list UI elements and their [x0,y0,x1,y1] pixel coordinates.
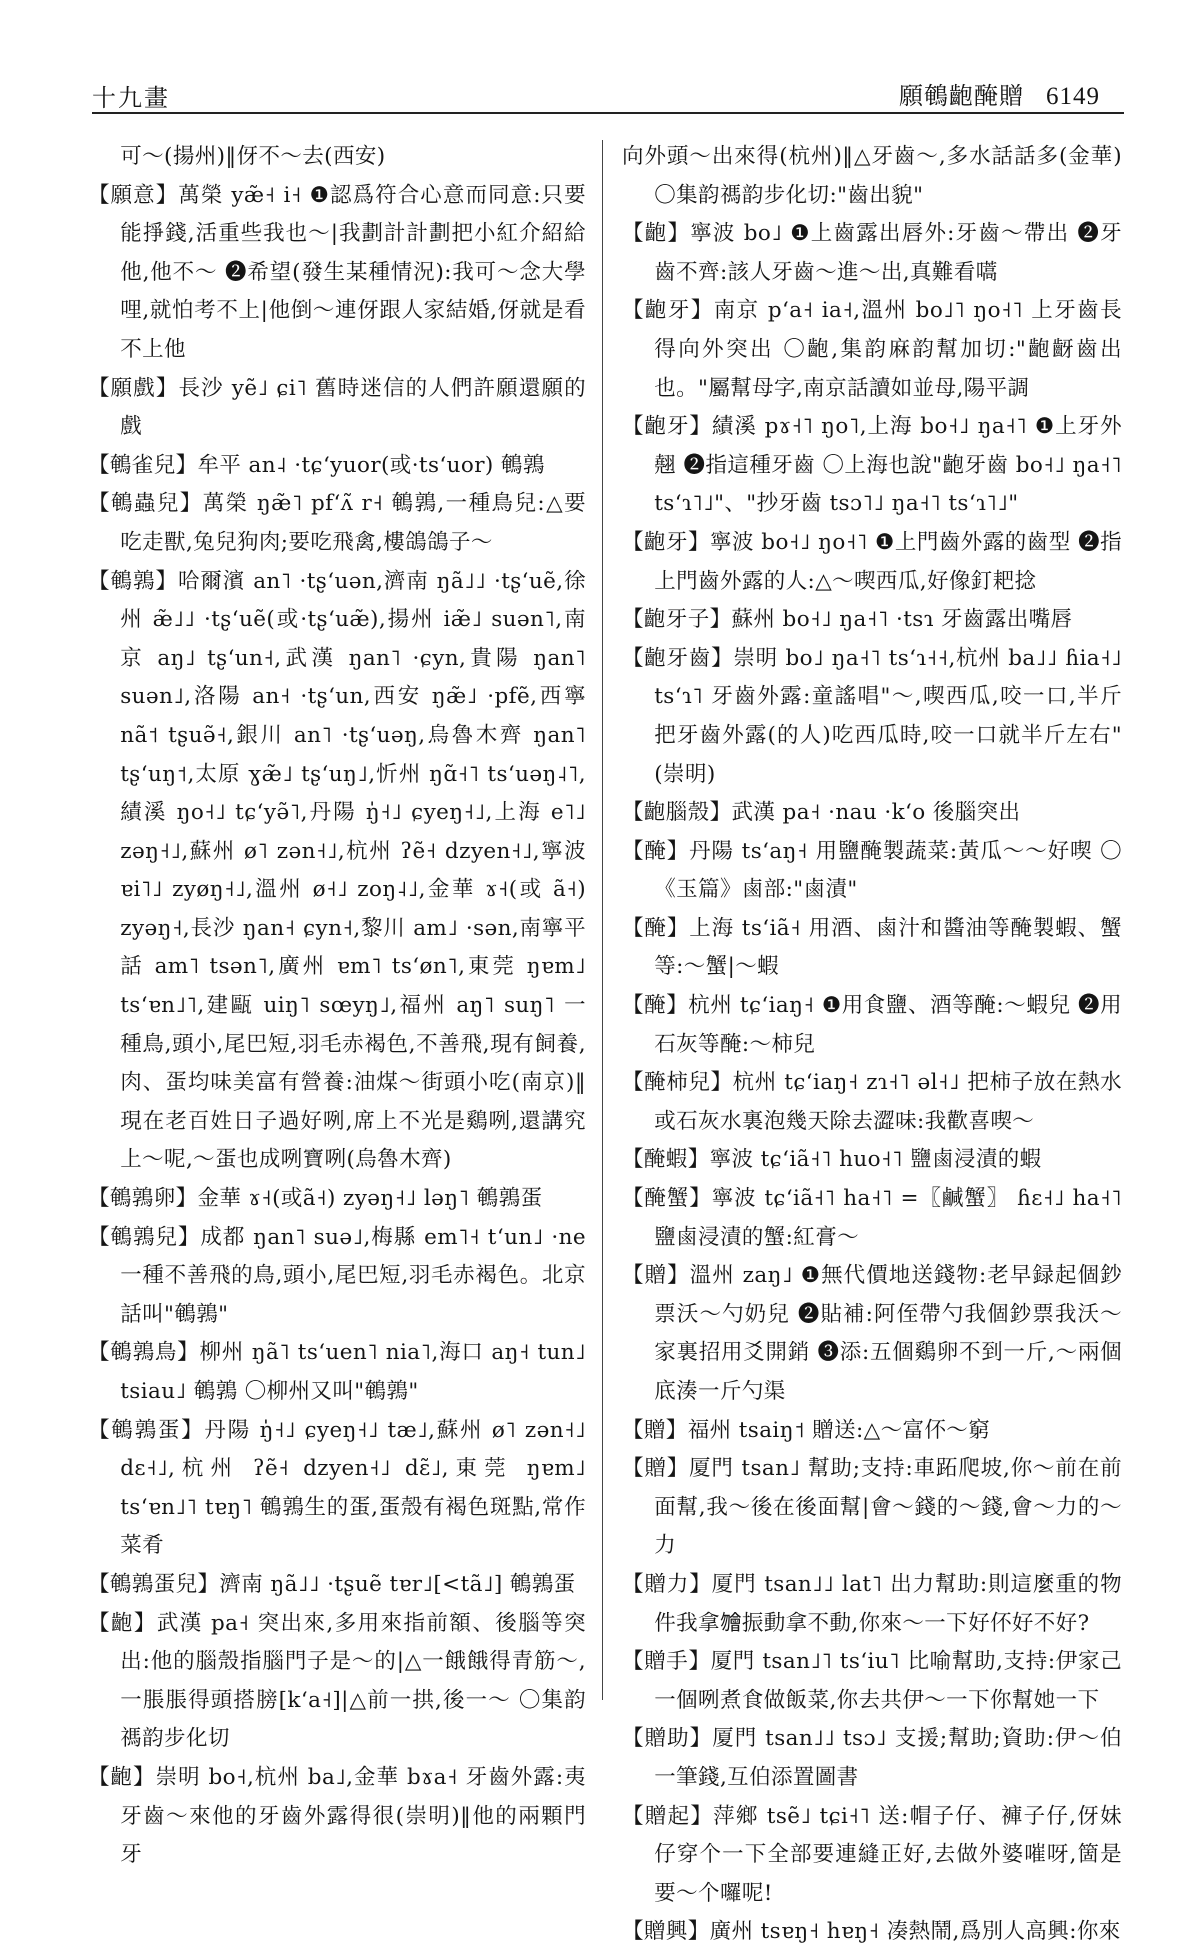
dictionary-entry: 【醃】杭州 tɕʻiaŋ˧ ❶用食鹽、酒等醃:～蝦兒 ❷用石灰等醃:～柿兒 [622,993,1122,1057]
dictionary-entry: 【齙牙齒】崇明 bo˩ ŋa˧˥ tsʻɿ˧˧,杭州 ba˩˩ ɦia˧˩ tsʻɿ˥ 牙齒外露:童謠唱"～,喫西瓜,咬一口,半斤把牙齒外露(的人)吃西瓜時,咬一口就半斤左右"(崇明) [622,645,1122,787]
dictionary-entry: 【贈起】萍鄉 tsẽ˩ tɕi˧˥ 送:帽子仔、褲子仔,伢妹仔穿个一下全部要連縫正好,去做外婆嗺呀,箇是要～个囉呢! [622,1803,1122,1906]
dictionary-entry: 【醃柿兒】杭州 tɕʻiaŋ˧ zɿ˧˥ əl˧˩ 把柿子放在熱水或石灰水裏泡幾天除去澀味:我歡喜喫～ [622,1070,1122,1134]
dictionary-entry: 【鵪鶉兒】成都 ŋan˥ suə˩,梅縣 em˥˧ tʻun˩ ·ne 一種不善飛的鳥,頭小,尾巴短,羽毛赤褐色。北京話叫"鵪鶉" [88,1224,586,1327]
dictionary-entry: 【醃】丹陽 tsʻaŋ˧ 用鹽醃製蔬菜:黃瓜～～好喫 〇《玉篇》鹵部:"鹵漬" [622,838,1122,903]
page-number: 6149 [1046,83,1100,110]
dictionary-entry: 【醃蟹】寧波 tɕʻiã˧˥ ha˧˥ =〖鹹蟹〗 ɦɛ˧˩ ha˧˥ 鹽鹵浸漬的蟹:紅膏～ [622,1186,1122,1250]
dictionary-entry: 【鵪蟲兒】萬榮 ŋæ̃˥ pfʻʌ̃ r˧ 鵪鶉,一種鳥兒:△要吃走獸,兔兒狗肉;要吃飛禽,樓鴿鴿子～ [88,491,586,555]
right-column [622,138,1122,1952]
dictionary-entry: 【齙牙子】蘇州 bo˧˩ ŋa˧˥ ·tsɿ 牙齒露出嘴唇 [622,607,1073,633]
dictionary-entry: 【贈】厦門 tsan˩ 幫助;支持:車跖爬坡,你～前在前面幫,我～後在後面幫|會～錢的～錢,會～力的～力 [622,1456,1122,1559]
dictionary-entry: 【贈】福州 tsaiŋ˦ 贈送:△～富伓～窮 [622,1417,991,1443]
dictionary-entry: 可～(揚州)‖伢不～去(西安) [120,144,386,169]
dictionary-entry: 【贈助】厦門 tsan˩˩ tsɔ˩ 支援;幫助;資助:伊～伯一筆錢,互伯添置圖書 [622,1726,1122,1790]
dictionary-entry: 【贈興】廣州 tsɐŋ˧ hɐŋ˧ 凑熱鬧,爲別人高興:你來 [622,1919,1121,1945]
dictionary-entry: 【鵪鶉】哈爾濱 an˥ ·tʂʻuən,濟南 ŋã˩˩ ·tʂʻuẽ,徐州 æ̃˩˩ ·tʂʻuẽ(或·tʂʻuæ̃),揚州 iæ̃˩ suən˥,南京 aŋ˩ tʂʻun˧,武漢 ŋan˥ ·ɕyn,貴陽 ŋan˥ suən˩,洛陽 an˧ ·tʂʻun,西安 ŋæ̃˩ ·pfẽ,西寧 nã˦ tʂuə̃˧,銀川 an˥ ·tʂʻuəŋ,烏魯木齊 ŋan˥ tʂʻuŋ˦,太原 ɣæ̃˩ tʂʻuŋ˩,忻州 ŋɑ̃˧˥ tsʻuəŋ˨˥,績溪 ŋo˧˩ tɕʻyə̃˥,丹陽 ŋ̍˧˩ ɕyeŋ˧˩,上海 e˥˩ zəŋ˧˩,蘇州 ø˥ zən˧˩,杭州 ʔẽ˧ dzyen˧˩,寧波 ɐi˥˩ zyøŋ˧˩,溫州 ø˧˩ zoŋ˨˩,金華 ɤ˧(或 ã˧) zyəŋ˧,長沙 ŋan˧ ɕyn˧,黎川 am˩ ·sən,南寧平話 am˥ tsən˥,廣州 ɐm˥ tsʻøn˥,東莞 ŋɐm˩ tsʻɐn˩˥,建甌 uiŋ˥ sœyŋ˩,福州 aŋ˥ suŋ˥ 一種鳥,頭小,尾巴短,羽毛赤褐色,不善飛,現有飼養,肉、蛋均味美富有營養:油煤～街頭小吃(南京)‖現在老百姓日子過好咧,席上不光是鷄咧,還講究上～呢,～蛋也成咧寶咧(烏魯木齊) [88,568,586,1173]
dictionary-entry: 【贈手】厦門 tsan˩˥ tsʻiu˥ 比喻幫助,支持:伊家己一個咧煮食做飯菜,你去共伊～一下你幫她一下 [622,1649,1122,1713]
dictionary-entry: 【醃蝦】寧波 tɕʻiã˧˥ huo˧˥ 鹽鹵浸漬的蝦 [622,1147,1042,1173]
header-rule [92,112,1124,114]
dictionary-entry: 【願戲】長沙 yẽ˩ ɕi˥ 舊時迷信的人們許願還願的戲 [88,375,586,440]
dictionary-entry: 【齙】崇明 bo˧,杭州 ba˩,金華 bɤa˧ 牙齒外露:夷牙齒～來他的牙齒外露得很(崇明)‖他的兩顆門牙 [88,1764,586,1868]
dictionary-entry: 【贈力】厦門 tsan˩˩ lat˥ 出力幫助:則這麼重的物件我拿𣍐振動拿不動,你來～一下好伓好不好? [622,1571,1122,1636]
headword-range: 願鵪齙醃贈 [899,82,1024,110]
dictionary-entry: 【齙】寧波 bo˩ ❶上齒露出唇外:牙齒～帶出 ❷牙齒不齊:該人牙齒～進～出,真難看嚆 [622,221,1122,285]
section-title: 十九畫 [92,84,170,112]
dictionary-entry: 【齙牙】寧波 bo˧˩ ŋo˧˥ ❶上門齒外露的齒型 ❷指上門齒外露的人:△～喫西瓜,好像釘耙捻 [622,529,1122,594]
dictionary-entry: 【鵪鶉鳥】柳州 ŋã˥ tsʻuen˥ nia˥,海口 aŋ˧ tun˩ tsiau˩ 鵪鶉 〇柳州又叫"鵪鶉" [88,1340,586,1404]
column-divider [602,140,603,1700]
dictionary-entry: 【齙】武漢 pa˧ 突出來,多用來指前額、後腦等突出:他的腦殼指腦門子是～的|△一餓餓得青筋～,一脹脹得頭搭膀[kʻa˧]|△前一拱,後一～ 〇集韵禡韵步化切 [88,1610,586,1752]
dictionary-entry: 【齙牙】績溪 pɤ˧˥ ŋo˥,上海 bo˧˩ ŋa˧˥ ❶上牙外翹 ❷指這種牙齒 〇上海也說"齙牙齒 bo˧˩ ŋa˧˥ tsʻɿ˥˩"、"抄牙齒 tsɔ˥˩ ŋa˧˥ tsʻɿ˥˩" [622,414,1122,517]
dictionary-entry: 【鵪鶉卵】金華 ɤ˧(或ã˧) zyəŋ˧˩ ləŋ˥ 鵪鶉蛋 [88,1186,543,1212]
dictionary-entry: 【鵪鶉蛋兒】濟南 ŋã˩˩ ·tʂuẽ tɐr˩[<tã˩] 鵪鶉蛋 [88,1571,576,1597]
left-column [88,138,586,1875]
running-head [899,76,1100,111]
dictionary-entry: 向外頭～出來得(杭州)‖△牙齒～,多水話話多(金華) 〇集韵禡韵步化切:"齒出貌" [622,144,1122,208]
dictionary-entry: 【齙牙】南京 pʻa˧ ia˧,溫州 bo˩˥ ŋo˧˥ 上牙齒長得向外突出 〇齙,集韵麻韵幫加切:"齙齖齒出也。"屬幫母字,南京話讀如並母,陽平調 [622,298,1122,401]
dictionary-entry: 【贈】溫州 zaŋ˩ ❶無代價地送錢物:老早録起個鈔票沃～勺奶兒 ❷貼補:阿侄帶勺我個鈔票我沃～家裏招用爻開銷 ❸添:五個鷄卵不到一斤,～兩個底湊一斤勺渠 [622,1263,1122,1404]
dictionary-entry: 【鵪雀兒】牟平 an˨ ·tɕʻyuor(或·tsʻuor) 鵪鶉 [88,452,545,478]
dictionary-entry: 【願意】萬榮 yæ̃˧ i˧ ❶認爲符合心意而同意:只要能掙錢,活重些我也～|我劃計計劃把小紅介紹給他,他不～ ❷希望(發生某種情況):我可～念大學哩,就怕考不上|他倒～連伢跟人家結婚,伢就是看不上他 [88,182,586,362]
dictionary-entry: 【齙腦殼】武漢 pa˧ ·nau ·kʻo 後腦突出 [622,800,1021,826]
dictionary-entry: 【醃】上海 tsʻiã˧ 用酒、鹵汁和醬油等醃製蝦、蟹等:～蟹|～蝦 [622,915,1122,980]
dictionary-entry: 【鵪鶉蛋】丹陽 ŋ̍˧˩ ɕyeŋ˧˩ tæ˩,蘇州 ø˥ zən˧˩ dɛ˧˩,杭州 ʔẽ˧ dzyen˧˩ dɛ̃˩,東莞 ŋɐm˩ tsʻɐn˩˥ tɐŋ˥ 鵪鶉生的蛋,蛋殼有褐色斑點,常作菜肴 [88,1417,586,1559]
